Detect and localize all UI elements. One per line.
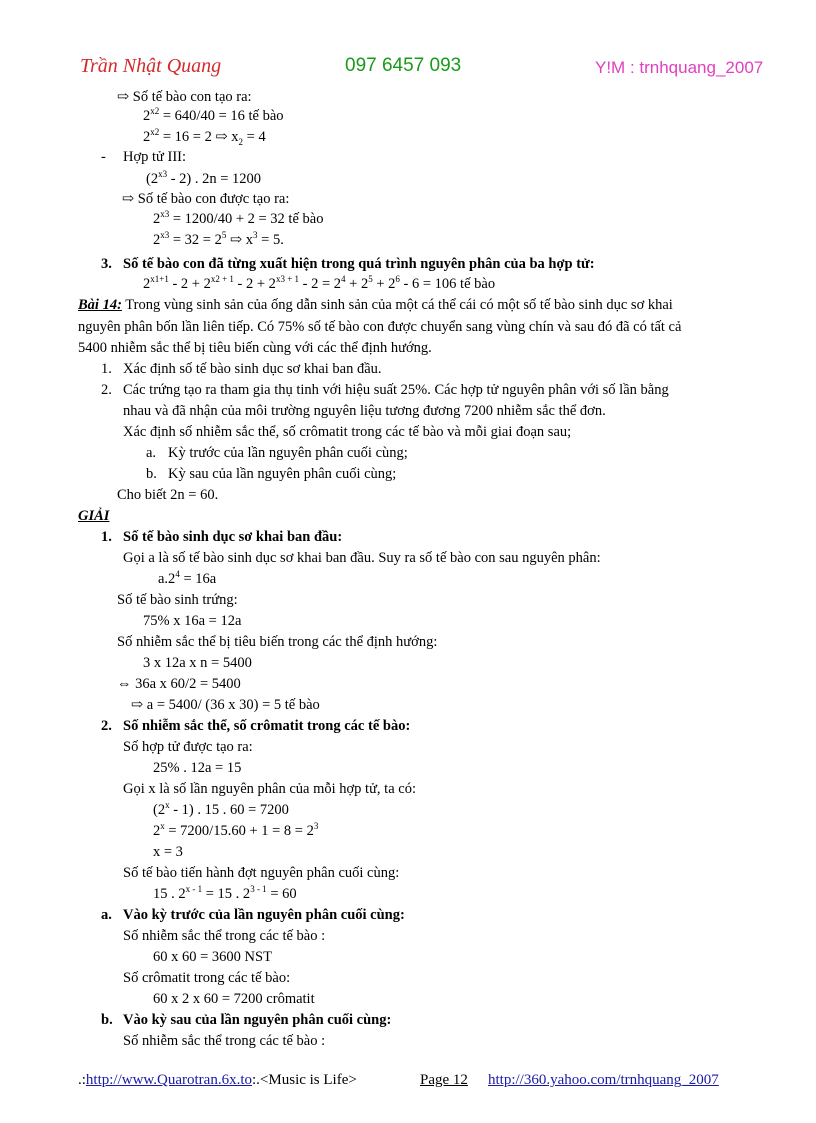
dash-bullet: - — [101, 149, 106, 165]
sb-title: Vào kỳ sau của lần nguyên phân cuối cùng: — [123, 1012, 392, 1028]
qa-text: Kỳ trước của lần nguyên phân cuối cùng; — [168, 445, 408, 461]
footer-prefix: .: — [78, 1072, 86, 1088]
s2-number: 2. — [101, 718, 112, 734]
s2-formula-f: x = 3 — [153, 844, 183, 860]
q1-number: 1. — [101, 361, 112, 377]
footer-link-yahoo[interactable]: http://360.yahoo.com/trnhquang_2007 — [488, 1072, 719, 1088]
s1-number: 1. — [101, 529, 112, 545]
s2-text-g: Số tế bào tiến hành đợt nguyên phân cuối cùng: — [123, 865, 400, 881]
footer-tagline: :.<Music is Life> — [252, 1072, 357, 1088]
s1-formula-b: $a.2^4 = 16a$ — [158, 569, 217, 587]
footer-link-quarotran[interactable]: http://www.Quarotran.6x.to — [85, 1072, 253, 1088]
qb-number: b. — [146, 466, 157, 482]
phone-number: 097 6457 093 — [345, 55, 462, 76]
sb-text-1: Số nhiễm sắc thể trong các tế bào : — [123, 1033, 326, 1049]
s1-formula-f: 3 x 12a x n = 5400 — [143, 655, 252, 671]
sb-number: b. — [101, 1012, 113, 1028]
q2-text-a: Các trứng tạo ra tham gia thụ tinh với hiệu suất 25%. Các hợp tử nguyên phân với số lần bằng — [123, 382, 669, 398]
yahoo-messenger-id: Y!M : trnhquang_2007 — [595, 58, 764, 77]
bai14-text-3: 5400 nhiễm sắc thể bị tiêu biến cùng với các thể định hướng. — [78, 340, 432, 356]
s1-text-c: Số tế bào sinh trứng: — [117, 592, 238, 608]
s2-formula-h: 15 . $2^{x - 1} = 15$ . $2^{3 - 1} = 60$ — [153, 884, 297, 902]
bai14-paragraph-line1 — [78, 296, 673, 314]
solution-heading: GIẢI — [78, 508, 110, 524]
s2-formula-b: 25% . 12a = 15 — [153, 760, 242, 776]
footer — [78, 1072, 357, 1089]
formula-l8: $2^{x3} = 32 = 2^5$ ⇨ $x^3 = 5$. — [153, 230, 284, 248]
line-l4: Hợp tử III: — [123, 149, 187, 165]
page-number: Page 12 — [420, 1072, 468, 1088]
q2-text-c: Xác định số nhiễm sắc thể, số crômatit trong các tế bào và mỗi giai đoạn sau; — [123, 424, 572, 440]
bai14-text-1: Trong vùng sinh sản của ống dẫn sinh sản của một cá thể cái có một số tế bào sinh dục sơ khai — [121, 297, 673, 313]
sa-formula-4: 60 x 2 x 60 = 7200 crômatit — [153, 991, 315, 1007]
s1-formula-g: ⇔ 36a x 60/2 = 5400 — [117, 676, 241, 692]
line-l6: ⇨ Số tế bào con được tạo ra: — [122, 191, 290, 207]
s1-text-e: Số nhiễm sắc thể bị tiêu biến trong các thể định hướng: — [117, 634, 438, 650]
bai14-text-2: nguyên phân bốn lần liên tiếp. Có 75% số tế bào con được chuyển sang vùng chín và sau đó đã có tất cả — [78, 319, 682, 335]
qb-text: Kỳ sau của lần nguyên phân cuối cùng; — [168, 466, 397, 482]
s2-text-a: Số hợp tử được tạo ra: — [123, 739, 253, 755]
formula-l7: $2^{x3} = 1200/40 + 2 = 32$ tế bào — [153, 209, 324, 227]
q2-text-b: nhau và đã nhận của môi trường nguyên liệu tương đương 7200 nhiễm sắc thể đơn. — [123, 403, 606, 419]
s2-text-c: Gọi x là số lần nguyên phân của mỗi hợp tử, ta có: — [123, 781, 416, 797]
s2-formula-e: $2^x = 7200/15.60 + 1 = 8 = 2^3$ — [153, 821, 319, 839]
formula-l3: $2^{x2} = 16 = 2$ ⇨ $x_2 = 4$ — [143, 127, 266, 147]
s2-formula-d: (2$^x$ - 1) . 15 . 60 = 7200 — [153, 800, 289, 818]
s1-title: Số tế bào sinh dục sơ khai ban đầu: — [123, 529, 343, 545]
sa-number: a. — [101, 907, 112, 923]
s2-title: Số nhiễm sắc thể, số crômatit trong các tế bào: — [123, 718, 411, 734]
given-text: Cho biết 2n = 60. — [117, 487, 219, 503]
section-3-number: 3. — [101, 256, 112, 272]
sa-formula-2: 60 x 60 = 3600 NST — [153, 949, 272, 965]
author-name: Trần Nhật Quang — [80, 55, 222, 77]
q2-number: 2. — [101, 382, 112, 398]
formula-l5: $(2^{x3} - 2)$ . 2n = 1200 — [146, 169, 262, 187]
qa-number: a. — [146, 445, 157, 461]
s1-formula-d: 75% x 16a = 12a — [143, 613, 242, 629]
formula-l10: $2^{x1+1} - 2 + 2^{x2 + 1} - 2 + 2^{x3 + 1} - 2 = 2^4 + 2^5 + 2^6 - 6 = 106$ tế bào — [143, 274, 496, 292]
formula-l2: $2^{x2} = 640/40 = 16$ tế bào — [143, 106, 284, 124]
s1-text-a: Gọi a là số tế bào sinh dục sơ khai ban đầu. Suy ra số tế bào con sau nguyên phân: — [123, 550, 601, 566]
line-l1: ⇨ Số tế bào con tạo ra: — [117, 89, 252, 105]
q1-text: Xác định số tế bào sinh dục sơ khai ban đầu. — [123, 361, 382, 377]
sa-title: Vào kỳ trước của lần nguyên phân cuối cùng: — [123, 907, 405, 923]
sa-text-3: Số crômatit trong các tế bào: — [123, 970, 291, 986]
s1-formula-h: ⇨ a = 5400/ (36 x 30) = 5 tế bào — [131, 697, 320, 713]
bai14-label: Bài 14: — [78, 297, 122, 313]
section-3-title: Số tế bào con đã từng xuất hiện trong quá trình nguyên phân của ba hợp tử: — [123, 256, 595, 272]
sa-text-1: Số nhiễm sắc thể trong các tế bào : — [123, 928, 326, 944]
